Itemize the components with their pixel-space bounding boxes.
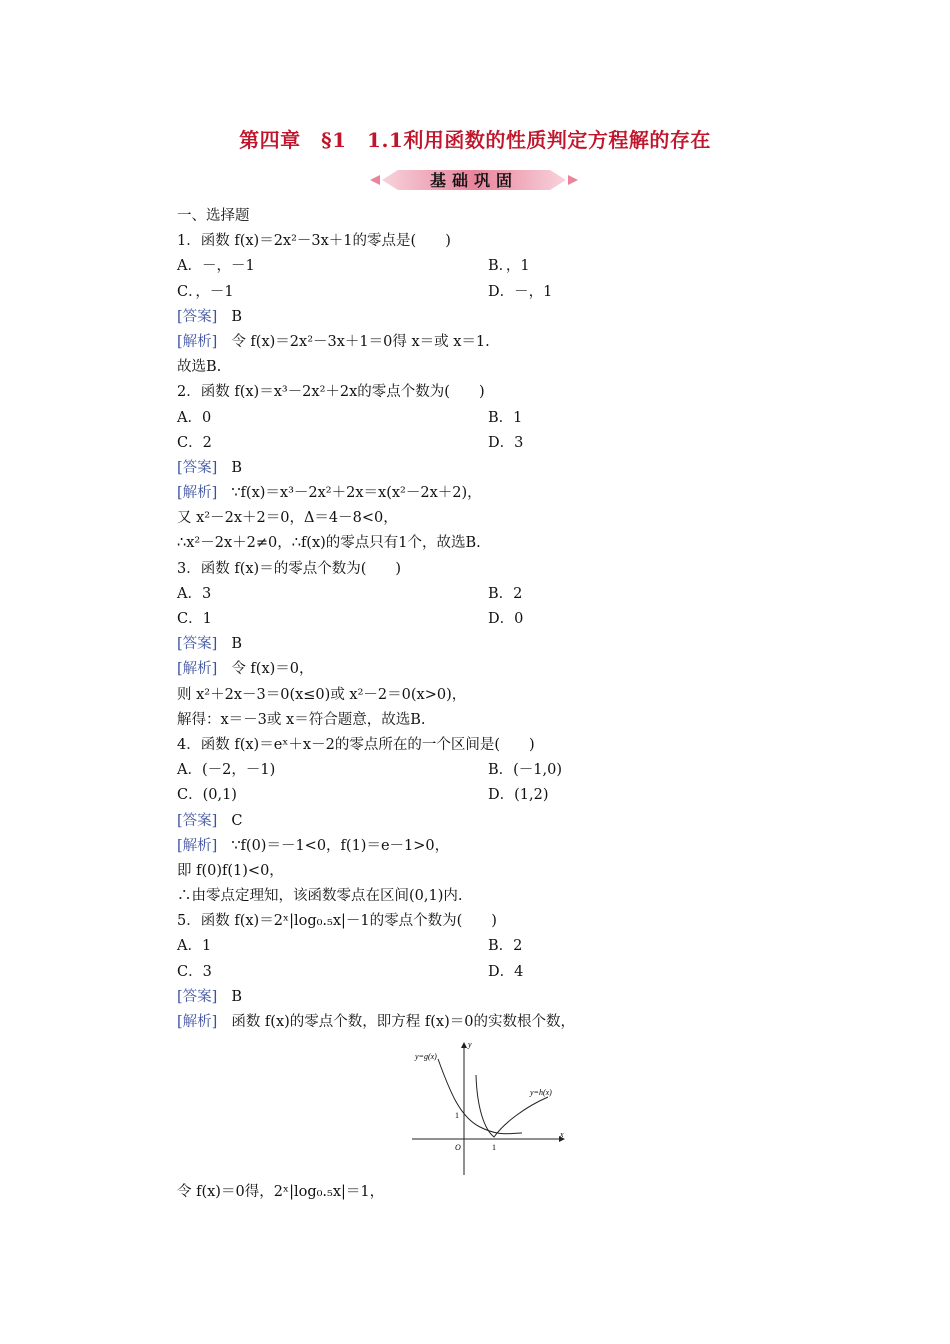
q1-answer [177,305,777,330]
q2-option-c: C．2 [177,434,212,451]
analysis-tag: [解析] [177,485,218,502]
q1-option-d: D．－，1 [488,283,553,300]
q3-analysis-1 [177,657,777,682]
q5-option-c: C．3 [177,963,212,980]
q1-options-row2 [177,280,777,305]
q4-option-d: D．(1,2) [488,787,549,804]
q5-analysis-1 [177,1010,777,1035]
q5-answer-value: B [231,988,242,1005]
q4-analysis-3: ∴由零点定理知，该函数零点在区间(0,1)内. [177,888,463,905]
q3-analysis-text: 令 f(x)＝0， [231,661,314,678]
q1-stem: 1．函数 f(x)＝2x²－3x＋1的零点是( ) [177,233,451,250]
q1-option-b: B．，1 [488,258,530,275]
q2-answer [177,456,777,481]
answer-tag: [答案] [177,988,218,1005]
q2-stem: 2．函数 f(x)＝x³－2x²＋2x的零点个数为( ) [177,384,485,401]
q2-analysis-1 [177,481,777,506]
question-content [177,204,777,1205]
q4-stem: 4．函数 f(x)＝eˣ＋x－2的零点所在的一个区间是( ) [177,736,535,753]
answer-tag: [答案] [177,636,218,653]
q1-option-c: C．，－1 [177,283,234,300]
q2-analysis-3: ∴x²－2x＋2≠0，∴f(x)的零点只有1个，故选B. [177,535,481,552]
q4-answer [177,809,777,834]
q4-options-row1 [177,758,777,783]
q1-analysis-2: 故选B. [177,359,222,376]
q4-analysis-1 [177,834,777,859]
q2-analysis-text: ∵f(x)＝x³－2x²＋2x＝x(x²－2x＋2)， [231,485,482,502]
q3-analysis-2: 则 x²＋2x－3＝0(x≤0)或 x²－2＝0(x>0)， [177,686,467,703]
section-heading: 一、选择题 [177,208,250,224]
q4-answer-value: C [231,812,243,829]
label-y: y [468,1040,472,1050]
analysis-tag: [解析] [177,837,218,854]
label-g: y=g(x) [415,1052,437,1062]
curve-g [438,1059,522,1134]
banner-label: 基础巩固 [429,171,518,190]
q5-option-b: B．2 [488,938,523,955]
q2-options-row2 [177,431,777,456]
q5-option-a: A．1 [177,938,212,955]
answer-tag: [答案] [177,308,218,325]
q3-options-row1 [177,582,777,607]
q3-stem: 3．函数 f(x)＝的零点个数为( ) [177,560,402,577]
q4-option-b: B．(－1,0) [488,762,563,779]
analysis-tag: [解析] [177,333,218,350]
q3-options-row2 [177,607,777,632]
q5-stem: 5．函数 f(x)＝2ˣ|log₀.₅x|－1的零点个数为( ) [177,913,497,930]
q3-option-b: B．2 [488,585,523,602]
y-axis-arrow-icon [461,1042,467,1048]
function-graph-figure [177,1035,777,1180]
q3-option-a: A．3 [177,585,212,602]
analysis-tag: [解析] [177,661,218,678]
analysis-tag: [解析] [177,1014,218,1030]
q5-after-figure: 令 f(x)＝0得，2ˣ|log₀.₅x|＝1， [177,1184,385,1201]
q5-options-row2 [177,960,777,985]
q3-option-d: D．0 [488,611,524,627]
q2-answer-value: B [231,459,242,476]
q3-option-c: C．1 [177,611,212,627]
label-origin: O [455,1143,461,1153]
q3-answer-value: B [231,636,242,653]
curve-h [476,1075,548,1137]
q5-analysis-text: 函数 f(x)的零点个数，即方程 f(x)＝0的实数根个数， [231,1014,575,1030]
q2-analysis-2: 又 x²－2x＋2＝0，Δ＝4－8<0， [177,510,398,527]
answer-tag: [答案] [177,812,218,829]
q1-option-a: A．－，－1 [177,258,255,275]
section-banner [368,166,580,194]
q2-option-b: B．1 [488,409,523,426]
q1-analysis-1 [177,330,777,355]
q2-options-row1 [177,406,777,431]
label-h: y=h(x) [530,1088,552,1098]
q5-answer [177,985,777,1010]
q3-answer [177,632,777,657]
label-x: x [560,1130,564,1140]
page-title: 第四章 §1 1.1利用函数的性质判定方程解的存在 [239,128,711,152]
q4-option-c: C．(0,1) [177,787,237,804]
answer-tag: [答案] [177,459,218,476]
q4-options-row2 [177,783,777,808]
q1-options-row1 [177,254,777,279]
q4-analysis-text: ∵f(0)＝－1<0，f(1)＝e－1>0， [231,837,450,854]
function-graph [410,1037,570,1177]
q4-analysis-2: 即 f(0)f(1)<0， [177,862,284,879]
q5-options-row1 [177,934,777,959]
q4-option-a: A．(－2，－1) [177,762,276,779]
q3-analysis-3: 解得：x＝－3或 x＝符合题意，故选B. [177,711,426,728]
q1-analysis-text: 令 f(x)＝2x²－3x＋1＝0得 x＝或 x＝1. [231,333,490,350]
label-y-one: 1 [455,1111,459,1121]
q2-option-d: D．3 [488,434,524,451]
q2-option-a: A．0 [177,409,212,426]
label-x-one: 1 [492,1143,496,1153]
q5-option-d: D．4 [488,963,524,980]
q1-answer-value: B [231,308,242,325]
